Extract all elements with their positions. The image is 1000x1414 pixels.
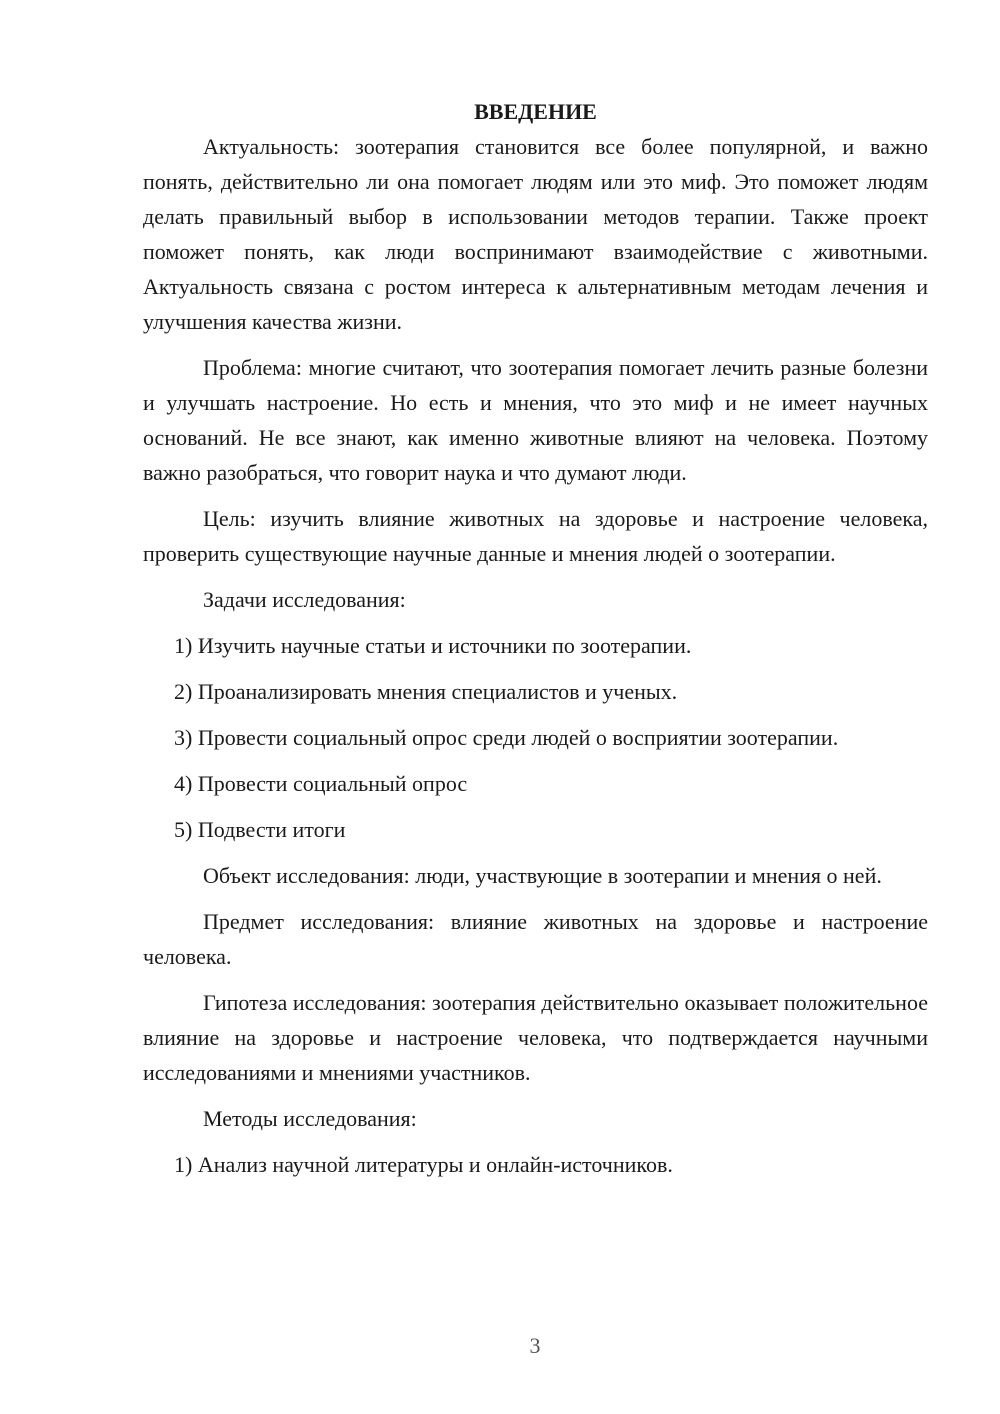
hypothesis-paragraph: Гипотеза исследования: зоотерапия действительно оказывает положительное влияние на здоровье и настроение человека, что подтверждается научными исследованиями и мнениями участников.	[143, 990, 928, 1085]
page-title: ВВЕДЕНИЕ	[474, 99, 597, 124]
task-item: 5) Подвести итоги	[174, 817, 346, 842]
method-item: 1) Анализ научной литературы и онлайн-источников.	[174, 1152, 673, 1177]
subject-paragraph: Предмет исследования: влияние животных на здоровье и настроение человека.	[143, 909, 928, 969]
relevance-paragraph: Актуальность: зоотерапия становится все более популярной, и важно понять, действительно ли она помогает людям или это миф. Это поможет людям делать правильный выбор в использовании методов терапии. Также проект поможет понять, как люди воспринимают взаимодействие с животными. Актуальность связана с ростом интереса к альтернативным методам лечения и улучшения качества жизни.	[143, 134, 928, 334]
goal-paragraph: Цель: изучить влияние животных на здоровье и настроение человека, проверить существующие научные данные и мнения людей о зоотерапии.	[143, 506, 928, 566]
object-paragraph: Объект исследования: люди, участвующие в зоотерапии и мнения о ней.	[203, 863, 882, 888]
page-number: 3	[529, 1333, 541, 1358]
methods-heading: Методы исследования:	[203, 1106, 417, 1131]
tasks-heading: Задачи исследования:	[203, 587, 406, 612]
task-item: 3) Провести социальный опрос среди людей о восприятии зоотерапии.	[174, 725, 839, 750]
problem-paragraph: Проблема: многие считают, что зоотерапия помогает лечить разные болезни и улучшать настроение. Но есть и мнения, что это миф и не имеет научных оснований. Не все знают, как именно животные влияют на человека. Поэтому важно разобраться, что говорит наука и что думают люди.	[143, 355, 928, 485]
task-item: 2) Проанализировать мнения специалистов и ученых.	[174, 679, 678, 704]
task-item: 4) Провести социальный опрос	[174, 771, 468, 796]
document-page	[143, 94, 928, 1193]
task-item: 1) Изучить научные статьи и источники по зоотерапии.	[174, 633, 692, 658]
